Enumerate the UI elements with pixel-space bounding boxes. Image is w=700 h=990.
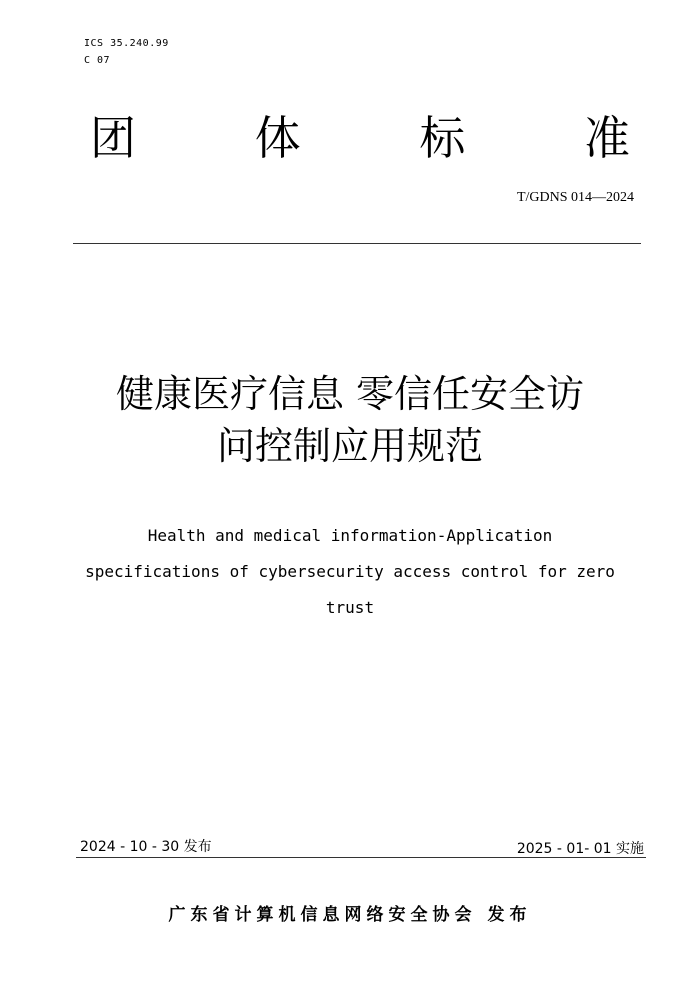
issue-date: 2024 - 10 - 30 发布 bbox=[80, 839, 212, 855]
effective-date: 2025 - 01- 01 实施 bbox=[516, 841, 644, 857]
standard-type-char: 团 bbox=[90, 111, 136, 165]
standard-type-heading bbox=[90, 108, 630, 168]
english-title-line: Health and medical information-Application bbox=[147, 526, 553, 545]
bottom-divider bbox=[76, 857, 646, 858]
english-title-line: trust bbox=[325, 598, 375, 617]
ics-code: ICS 35.240.99 bbox=[84, 38, 169, 49]
english-title-line: specifications of cybersecurity access control for zero bbox=[85, 562, 615, 581]
ccs-code: C 07 bbox=[84, 55, 111, 66]
english-title bbox=[50, 518, 650, 626]
chinese-title bbox=[40, 368, 660, 472]
standard-type-char: 标 bbox=[419, 111, 466, 165]
standard-number: T/GDNS 014—2024 bbox=[516, 190, 634, 205]
standard-type-char: 准 bbox=[583, 111, 630, 165]
publisher: 广东省计算机信息网络安全协会 发布 bbox=[168, 905, 532, 925]
chinese-title-line: 问控制应用规范 bbox=[216, 424, 483, 468]
chinese-title-line: 健康医疗信息 零信任安全访 bbox=[115, 372, 585, 416]
standard-type-char: 体 bbox=[254, 111, 301, 165]
top-divider bbox=[73, 243, 641, 244]
